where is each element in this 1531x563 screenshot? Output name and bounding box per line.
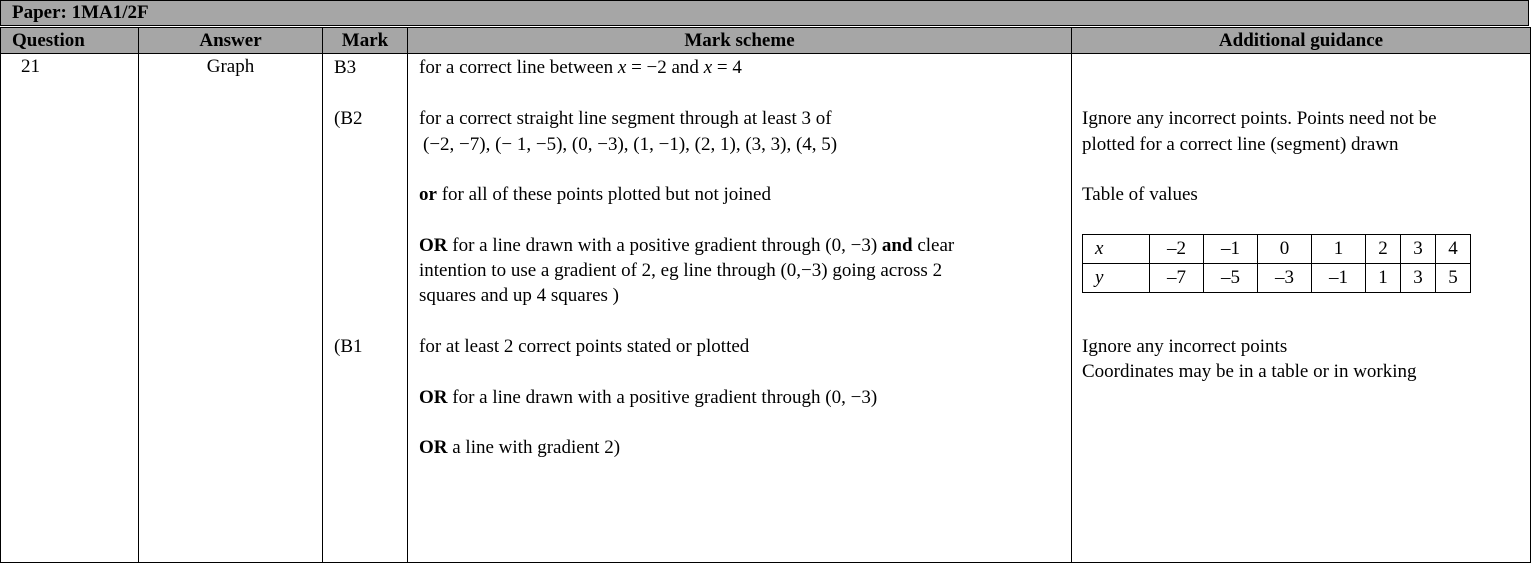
paper-title: Paper: 1MA1/2F [0,0,1529,26]
header-question: Question [1,28,139,54]
header-mark: Mark [323,28,408,54]
scheme-b1-line: for at least 2 correct points stated or plotted [419,336,750,357]
mark-b2: (B2 [334,108,363,129]
y-value: 3 [1401,264,1436,293]
mark-cell [323,54,408,563]
y-value: –3 [1258,264,1312,293]
question-number-text: 21 [21,56,40,77]
x-value: 1 [1312,235,1366,264]
scheme-or-positive-gradient: OR for a line drawn with a positive gradient through (0, −3) [419,387,878,408]
answer-text: Graph [206,56,255,77]
x-value: 3 [1401,235,1436,264]
table-of-values [1082,234,1471,293]
x-value: 0 [1258,235,1312,264]
header-answer: Answer [139,28,323,54]
scheme-or-gradient-line2: intention to use a gradient of 2, eg line through (0,−3) going across 2 [419,260,943,281]
scheme-b2-points: (−2, −7), (− 1, −5), (0, −3), (1, −1), (2, 1), (3, 3), (4, 5) [423,134,838,155]
table-row [1,54,1531,563]
y-value: –1 [1312,264,1366,293]
scheme-or-gradient-line1: OR for a line drawn with a positive gradient through (0, −3) and clear [419,235,955,256]
table-row [1083,235,1471,264]
y-value: 5 [1436,264,1471,293]
table-of-values-title: Table of values [1082,184,1198,205]
mark-scheme-cell [408,54,1072,563]
scheme-b3-line: for a correct line between x = −2 and x = 4 [419,57,742,78]
scheme-or-gradient-2: OR a line with gradient 2) [419,437,621,458]
x-value: –1 [1204,235,1258,264]
mark-b3: B3 [334,57,357,78]
y-value: –5 [1204,264,1258,293]
mark-scheme-table [0,27,1531,563]
header-row [1,28,1531,54]
x-value: 4 [1436,235,1471,264]
guidance-b1-line2: Coordinates may be in a table or in working [1082,361,1417,382]
x-label: x [1083,235,1150,264]
header-mark-scheme: Mark scheme [408,28,1072,54]
y-value: –7 [1150,264,1204,293]
scheme-or-gradient-line3: squares and up 4 squares ) [419,285,619,306]
answer-cell [139,54,323,563]
table-row [1083,264,1471,293]
mark-b1: (B1 [334,336,363,357]
guidance-b2-line1: Ignore any incorrect points. Points need not be [1082,108,1437,129]
scheme-or-points-plotted: or for all of these points plotted but not joined [419,184,771,205]
x-value: 2 [1366,235,1401,264]
guidance-b2-line2: plotted for a correct line (segment) drawn [1082,134,1399,155]
scheme-b2-line1: for a correct straight line segment through at least 3 of [419,108,832,129]
header-additional-guidance: Additional guidance [1072,28,1531,54]
y-value: 1 [1366,264,1401,293]
x-value: –2 [1150,235,1204,264]
guidance-b1-line1: Ignore any incorrect points [1082,336,1288,357]
y-label: y [1083,264,1150,293]
guidance-cell [1072,54,1531,563]
question-number [1,54,139,563]
